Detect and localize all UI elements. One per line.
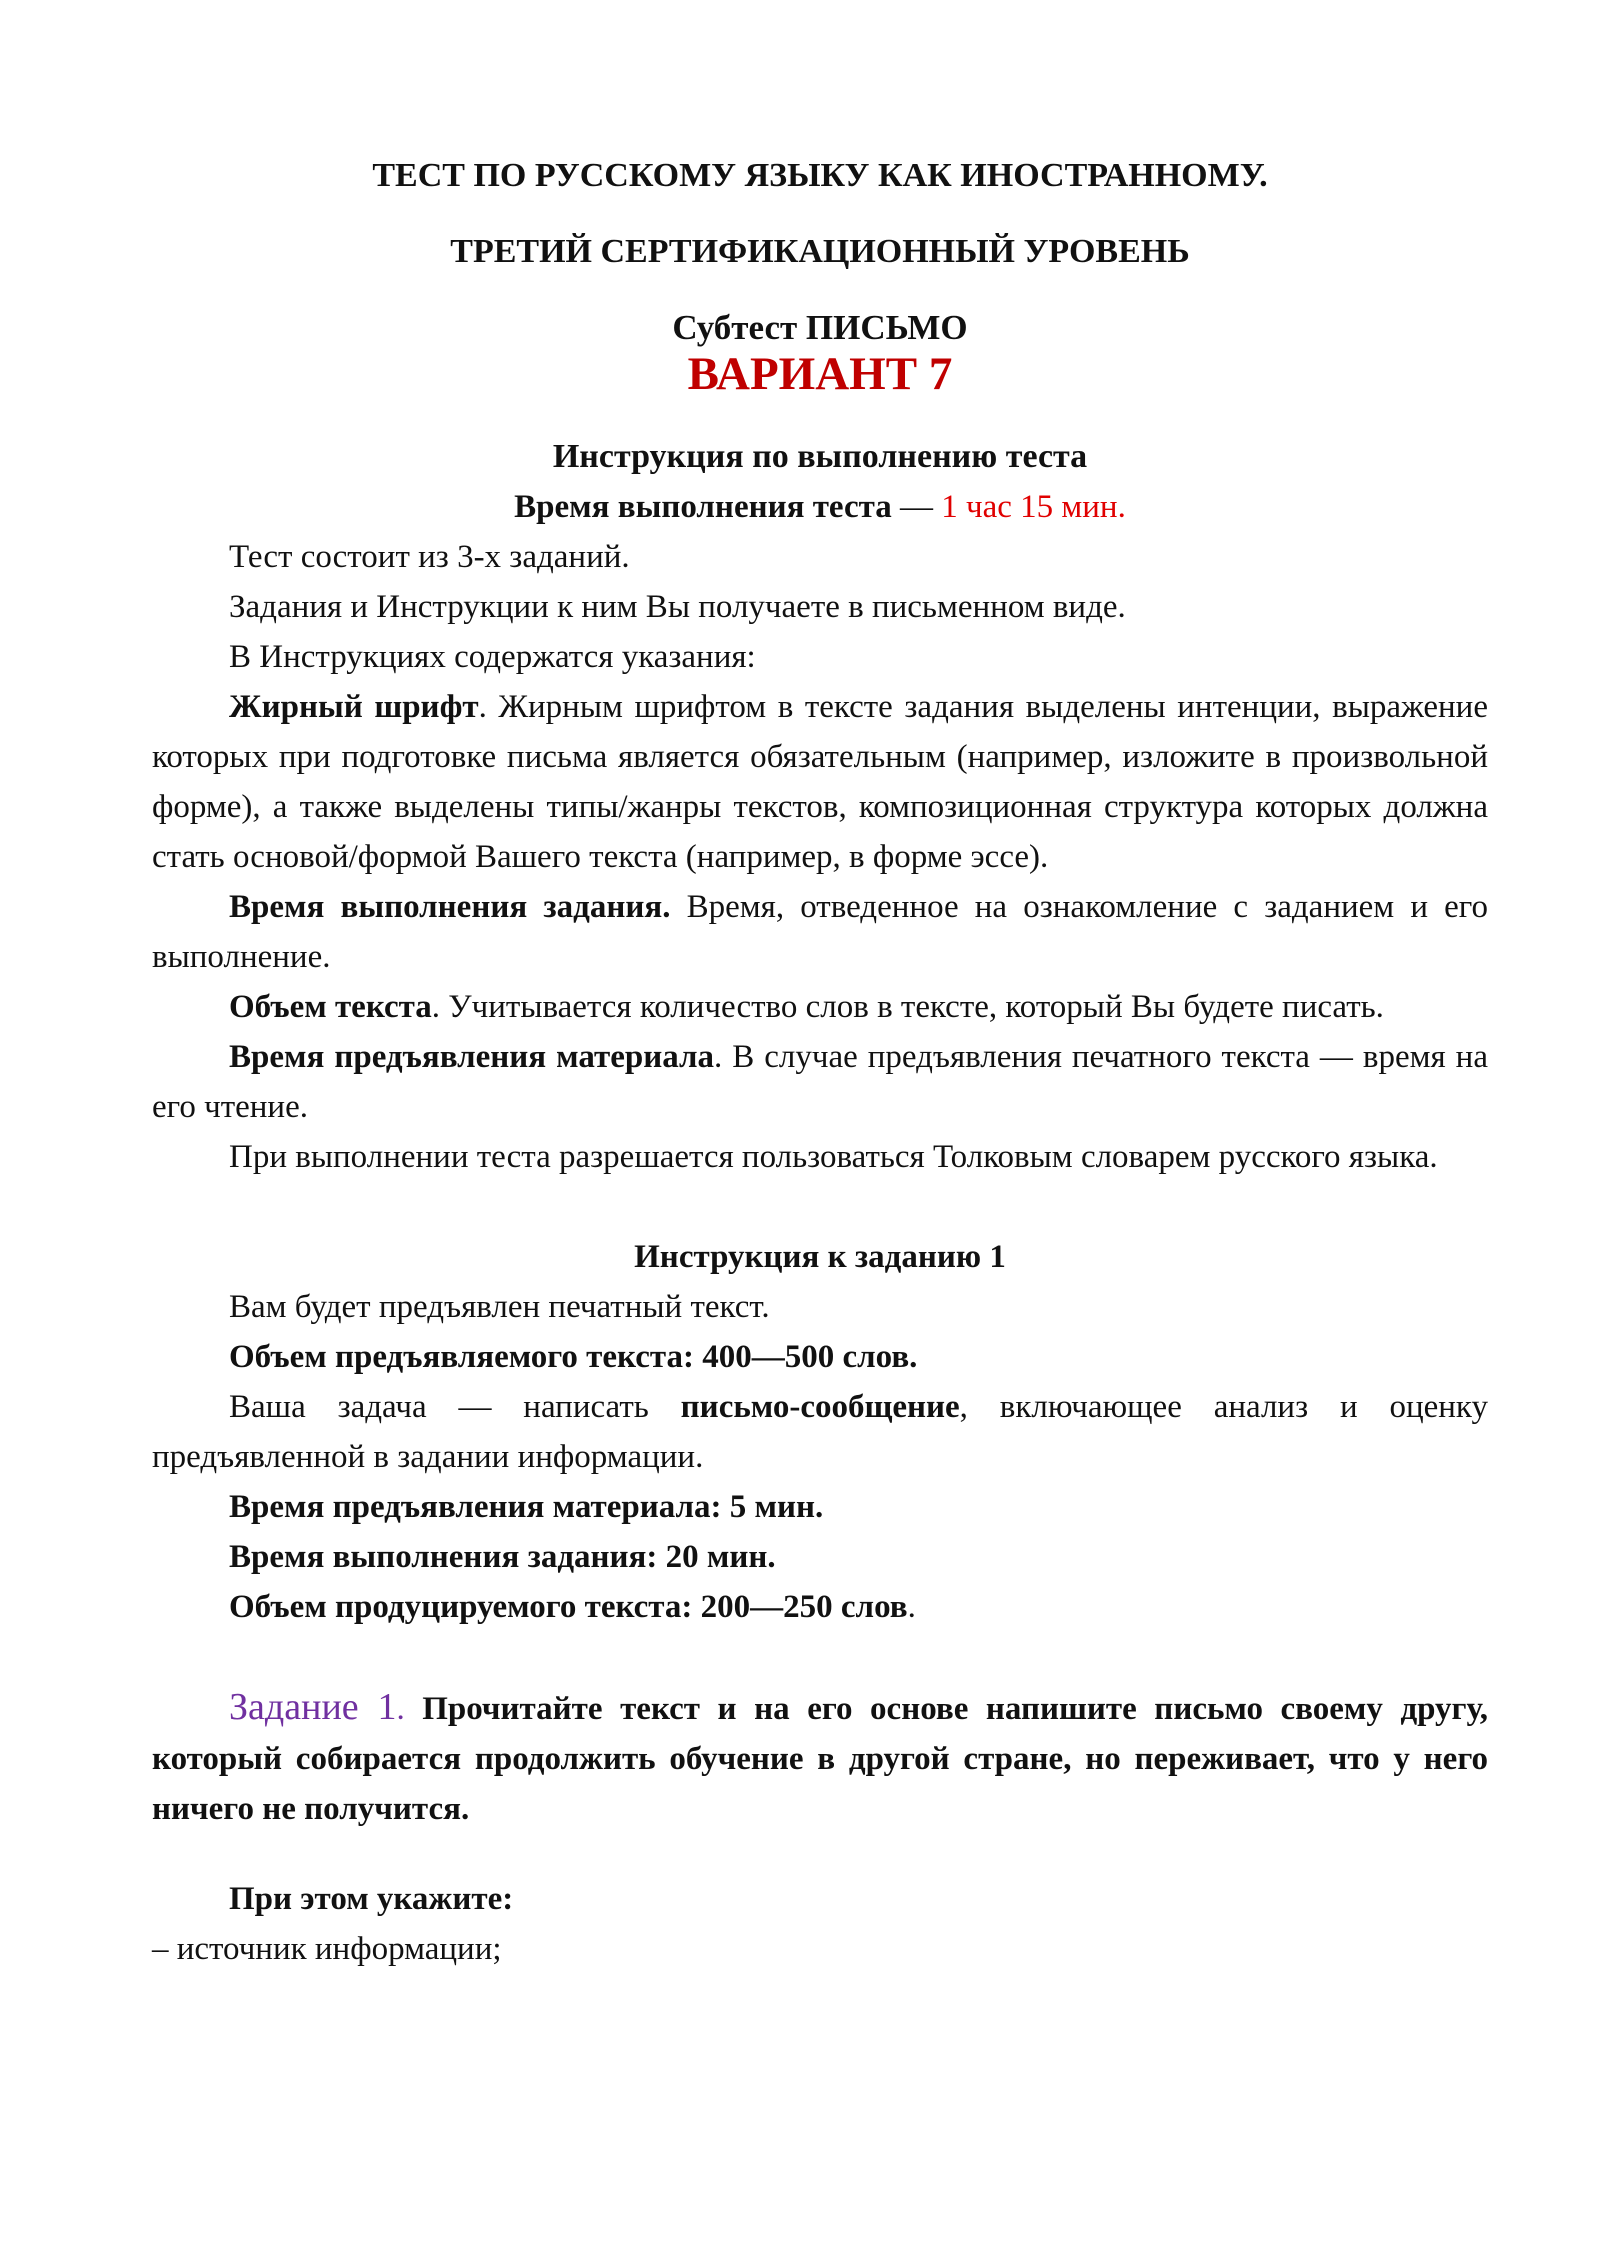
- task1-list-item: – источник информации;: [152, 1931, 502, 1967]
- task-time-text: Время, отведенное на ознакомление с заданием и его выполнение.: [152, 889, 1488, 975]
- test-time-line: [152, 482, 1488, 532]
- task1-label: Задание 1: [229, 1686, 397, 1728]
- instructions-task-time: [152, 882, 1488, 982]
- task1-instructions-title: Инструкция к заданию 1: [634, 1239, 1006, 1275]
- instructions-p2: Задания и Инструкции к ним Вы получаете в письменном виде.: [229, 589, 1126, 625]
- instructions-volume: [152, 982, 1488, 1032]
- presentation-text: . В случае предъявления печатного текста — время на его чтение.: [152, 1039, 1488, 1125]
- goal-bold: письмо-сообщение: [680, 1389, 960, 1425]
- goal-end: , включающее анализ и оценку предъявленной в задании информации.: [152, 1389, 1489, 1475]
- produced-volume: Объем продуцируемого текста: 200—250 слов: [229, 1589, 908, 1625]
- instructions-p1: Тест состоит из 3-х заданий.: [229, 539, 630, 575]
- subtest-heading: Субтест ПИСЬМО: [672, 308, 968, 347]
- task1-instr-produced-volume: [152, 1582, 1488, 1632]
- task1-instr-p1: Вам будет предъявлен печатный текст.: [229, 1289, 770, 1325]
- variant-heading: ВАРИАНТ 7: [687, 348, 953, 400]
- task1-statement: [152, 1682, 1488, 1834]
- bold-font-term: Жирный шрифт: [229, 689, 479, 725]
- volume-text: . Учитывается количество слов в тексте, который Вы будете писать.: [431, 989, 1384, 1025]
- volume-term: Объем текста: [229, 989, 432, 1025]
- task1-instr-presentation-time: Время предъявления материала: 5 мин.: [229, 1489, 824, 1525]
- instructions-p3: В Инструкциях содержатся указания:: [229, 639, 756, 675]
- test-time-value: 1 час 15 мин.: [941, 489, 1126, 525]
- test-title-line1: ТЕСТ ПО РУССКОМУ ЯЗЫКУ КАК ИНОСТРАННОМУ.: [372, 157, 1268, 194]
- task1-instr-volume: Объем предъявляемого текста: 400—500 слов.: [229, 1339, 918, 1375]
- instructions-presentation: [152, 1032, 1488, 1132]
- instructions-bold-font: [152, 682, 1488, 882]
- instructions-title: Инструкция по выполнению теста: [552, 438, 1088, 475]
- task1-instr-task-time: Время выполнения задания: 20 мин.: [229, 1539, 776, 1575]
- task-time-term: Время выполнения задания.: [229, 889, 671, 925]
- test-time-label: Время выполнения теста: [514, 489, 892, 525]
- bold-font-text: . Жирным шрифтом в тексте задания выделены интенции, выражение которых при подготовке письма является обязательным (например, изложите в произвольной форме), а также выделены типы/жанры текстов, композиционная структура которых должна стать основой/формой Вашего текста (например, в форме эссе).: [152, 689, 1488, 875]
- task1-text: Прочитайте текст и на его основе напишите письмо своему другу, который собирается продолжить обучение в другой стране, но переживает, что у него ничего не получится.: [152, 1691, 1488, 1827]
- goal-start: Ваша задача — написать: [229, 1389, 681, 1425]
- test-time-dash: —: [891, 489, 942, 525]
- presentation-term: Время предъявления материала: [229, 1039, 715, 1075]
- task1-instr-goal: [152, 1382, 1488, 1482]
- task1-label-dot: .: [396, 1691, 423, 1727]
- test-title-line2: ТРЕТИЙ СЕРТИФИКАЦИОННЫЙ УРОВЕНЬ: [450, 233, 1190, 270]
- task1-note: При этом укажите:: [229, 1881, 514, 1917]
- produced-volume-end: .: [907, 1589, 916, 1625]
- instructions-dictionary: При выполнении теста разрешается пользоваться Толковым словарем русского языка.: [229, 1139, 1438, 1175]
